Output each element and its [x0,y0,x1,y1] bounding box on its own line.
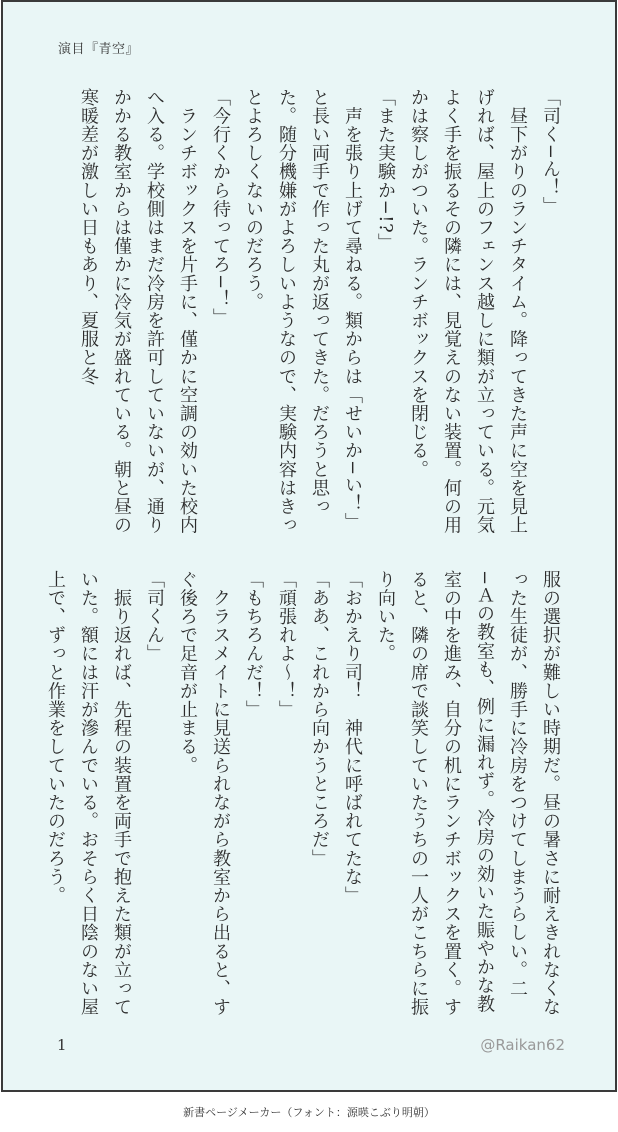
book-page [1,0,617,1092]
paragraph: ランチボックスを片手に、僅かに空調の効いた校内へ入る。学校側はまだ冷房を許可していないが、通りかかる教室からは僅かに冷気が盛れている。朝と昼の寒暖差が激しい日もあり、夏服と冬 [78,88,198,535]
page-title: 演目『青空』 [58,42,140,57]
footer-credit: 新書ページメーカー（フォント：源暎こぶり明朝） [183,1106,435,1119]
upper-text-block [77,88,567,536]
paragraph: 「今行くから待ってろ−！」 [210,88,231,327]
paragraph: 「頑張れよ〜！」 [276,570,297,719]
paragraph: 「もちろんだ！」 [243,570,264,719]
paragraph: クラスメイトに見送られながら教室から出ると、すぐ後ろで足音が止まる。 [177,570,231,1017]
author-handle: @Raikan62 [480,1036,565,1054]
paragraph: 「司くん」 [144,570,165,663]
paragraph: 服の選択が難しい時期だ。昼の暑さに耐えきれなくなった生徒が、勝手に冷房をつけてしまうらしい。二−Ａの教室も、例に漏れず。冷房の効いた賑やかな教室の中を進み、自分の机にランチボックスを置く。すると、隣の席で談笑していたうちの一人がこちらに振り向いた。 [375,570,561,1017]
paragraph: 声を張り上げて尋ねる。類からは「せいか−い！」と長い両手で作った丸が返ってきた。だろうと思った。随分機嫌がよろしいようなので、実験内容はきっとよろしくないのだろう。 [243,88,363,535]
paragraph: 振り返れば、先程の装置を両手で抱えた類が立っていた。額には汗が滲んでいる。おそらく日陰のない屋上で、ずっと作業をしていたのだろう。 [45,570,132,1017]
paragraph: 「おかえり司！ 神代に呼ばれてたな」 [342,570,363,905]
lower-text-block [45,570,567,1018]
paragraph: 昼下がりのランチタイム。降ってきた声に空を見上げれば、屋上のフェンス越しに類が立っている。元気よく手を振るその隣には、見覚えのない装置。何の用かは察しがついた。ランチボックスを閉じる。 [408,88,528,535]
paragraph: 「また実験か−!?」 [375,88,396,252]
paragraph: 「司く−ん！」 [540,88,561,216]
page-number: 1 [57,1036,67,1054]
paragraph: 「ああ、これから向かうところだ」 [309,570,330,868]
